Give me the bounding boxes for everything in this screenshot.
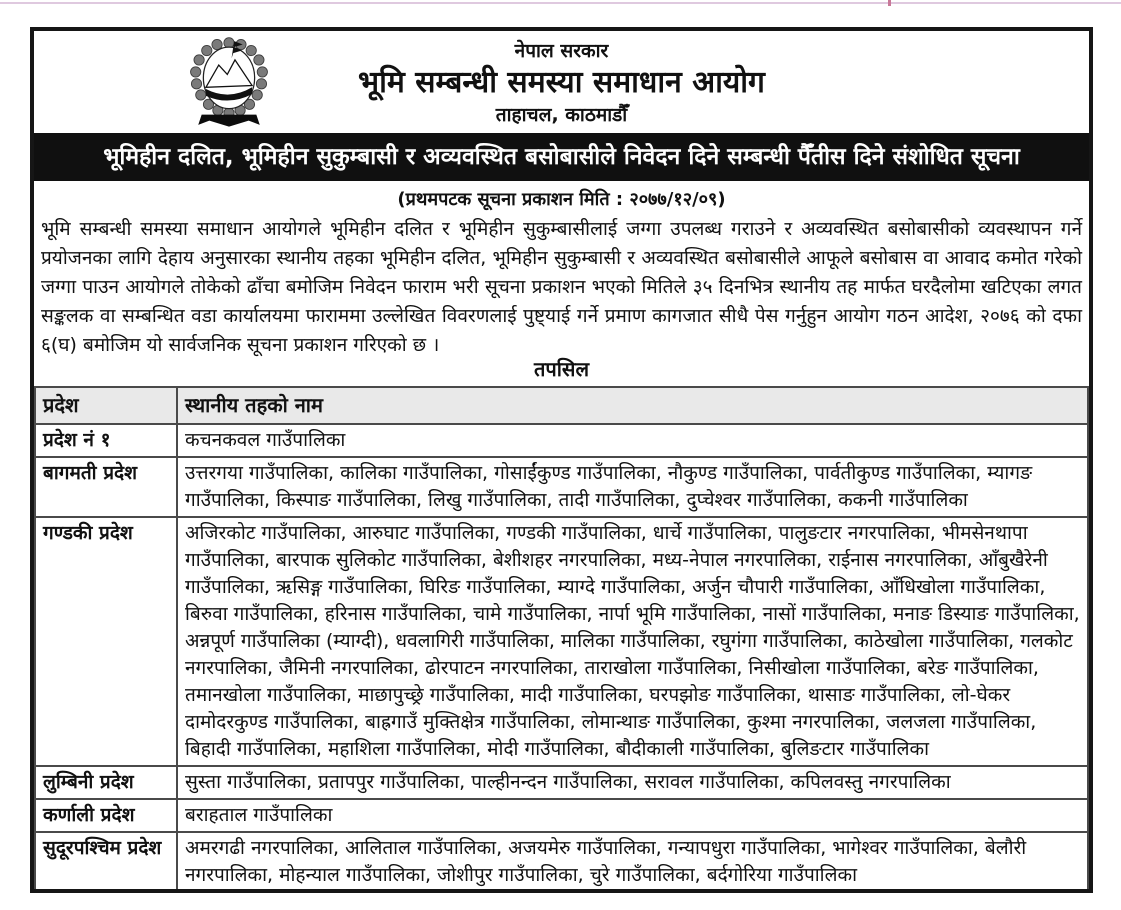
column-header-local-levels: स्थानीय तहको नाम	[177, 387, 1088, 424]
province-name: कर्णाली प्रदेश	[35, 799, 177, 832]
local-levels-list: कचनकवल गाउँपालिका	[177, 424, 1088, 457]
local-levels-list: उत्तरगया गाउँपालिका, कालिका गाउँपालिका, गोसाईंकुण्ड गाउँपालिका, नौकुण्ड गाउँपालिका, पार्वतीकुण्ड गाउँपालिका, म्यागङ गाउँपालिका, किस्पाङ गाउँपालिका, लिखु गाउँपालिका, तादी गाउँपालिका, दुप्चेश्वर गाउँपालिका, ककनी गाउँपालिका	[177, 457, 1088, 517]
notice-document	[30, 27, 1093, 893]
page-top-edge-line	[0, 2, 1121, 4]
schedule-heading: तपसिल	[533, 357, 590, 381]
notice-body-paragraph: भूमि सम्बन्धी समस्या समाधान आयोगले भूमिहीन दलित र भूमिहीन सुकुम्बासीलाई जग्गा उपलब्ध गराउने र अव्यवस्थित बसोबासीको व्यवस्थापन गर्ने प्रयोजनका लागि देहाय अनुसारका स्थानीय तहका भूमिहीन दलित, भूमिहीन सुकुम्बासी र अव्यवस्थित बसोबासीले आफूले बसोबास वा आवाद कमोत गरेको जग्गा पाउन आयोगले तोकेको ढाँचा बमोजिम निवेदन फाराम भरी सूचना प्रकाशन भएको मितिले ३५ दिनभित्र स्थानीय तह मार्फत घरदैलोमा खटिएका लगत सङ्कलक वा सम्बन्धित वडा कार्यालयमा फाराममा उल्लेखित विवरणलाई पुष्ट्याई गर्ने प्रमाण कागजात सीधै पेस गर्नुहुन आयोग गठन आदेश, २०७६ को दफा ६(घ) बमोजिम यो सार्वजनिक सूचना प्रकाशन गरिएको छ ।	[41, 218, 1082, 356]
table-row	[35, 799, 1088, 832]
table-row	[35, 832, 1088, 892]
publish-date-line: (प्रथमपटक सूचना प्रकाशन मिति : २०७७/१२/०९)	[397, 189, 726, 210]
column-header-province: प्रदेश	[35, 387, 177, 424]
local-levels-table	[34, 386, 1089, 893]
local-levels-list: अजिरकोट गाउँपालिका, आरुघाट गाउँपालिका, गण्डकी गाउँपालिका, धार्चे गाउँपालिका, पालुङटार नगरपालिका, भीमसेनथापा गाउँपालिका, बारपाक सुलिकोट गाउँपालिका, बेशीशहर नगरपालिका, मध्य-नेपाल नगरपालिका, राईनास नगरपालिका, आँबुखैरेनी गाउँपालिका, ऋसिङ्ग गाउँपालिका, घिरिङ गाउँपालिका, म्याग्दे गाउँपालिका, अर्जुन चौपारी गाउँपालिका, आँधिखोला गाउँपालिका, बिरुवा गाउँपालिका, हरिनास गाउँपालिका, चामे गाउँपालिका, नार्पा भूमि गाउँपालिका, नासों गाउँपालिका, मनाङ डिस्याङ गाउँपालिका, अन्नपूर्ण गाउँपालिका (म्याग्दी), धवलागिरी गाउँपालिका, मालिका गाउँपालिका, रघुगंगा गाउँपालिका, काठेखोला गाउँपालिका, गलकोट नगरपालिका, जैमिनी नगरपालिका, ढोरपाटन नगरपालिका, ताराखोला गाउँपालिका, निसीखोला गाउँपालिका, बरेङ गाउँपालिका, तमानखोला गाउँपालिका, माछापुच्छ्रे गाउँपालिका, मादी गाउँपालिका, घरपझोङ गाउँपालिका, थासाङ गाउँपालिका, लो-घेकर दामोदरकुण्ड गाउँपालिका, बाह्रगाउँ मुक्तिक्षेत्र गाउँपालिका, लोमान्थाङ गाउँपालिका, कुश्मा नगरपालिका, जलजला गाउँपालिका, बिहादी गाउँपालिका, महाशिला गाउँपालिका, मोदी गाउँपालिका, बौदीकाली गाउँपालिका, बुलिङटार गाउँपालिका	[177, 517, 1088, 766]
notice-title-bar: भूमिहीन दलित, भूमिहीन सुकुम्बासी र अव्यवस्थित बसोबासीले निवेदन दिने सम्बन्धी पैँतीस दिने संशोधित सूचना	[34, 133, 1089, 181]
table-row	[35, 424, 1088, 457]
table-row	[35, 457, 1088, 517]
province-name: लुम्बिनी प्रदेश	[35, 766, 177, 799]
table-row	[35, 517, 1088, 766]
province-name: प्रदेश नं १	[35, 424, 177, 457]
commission-name: भूमि सम्बन्धी समस्या समाधान आयोग	[358, 65, 765, 100]
local-levels-list: अमरगढी नगरपालिका, आलिताल गाउँपालिका, अजयमेरु गाउँपालिका, गन्यापधुरा गाउँपालिका, भागेश्वर गाउँपालिका, बेलौरी नगरपालिका, मोहन्याल गाउँपालिका, जोशीपुर गाउँपालिका, चुरे गाउँपालिका, बर्दगोरिया गाउँपालिका	[177, 832, 1088, 892]
province-name: गण्डकी प्रदेश	[35, 517, 177, 766]
local-levels-list: सुस्ता गाउँपालिका, प्रतापपुर गाउँपालिका, पाल्हीनन्दन गाउँपालिका, सरावल गाउँपालिका, कपिलवस्तु नगरपालिका	[177, 766, 1088, 799]
nepal-emblem-icon	[186, 36, 272, 130]
province-name: बागमती प्रदेश	[35, 457, 177, 517]
table-row	[35, 766, 1088, 799]
local-levels-list: बराहताल गाउँपालिका	[177, 799, 1088, 832]
table-header-row	[35, 387, 1088, 424]
page-top-edge-tick	[888, 0, 891, 6]
commission-address: ताहाचल, काठमाडौँ	[495, 104, 628, 126]
document-header	[34, 31, 1089, 133]
government-name: नेपाल सरकार	[514, 40, 609, 62]
province-name: सुदूरपश्चिम प्रदेश	[35, 832, 177, 892]
